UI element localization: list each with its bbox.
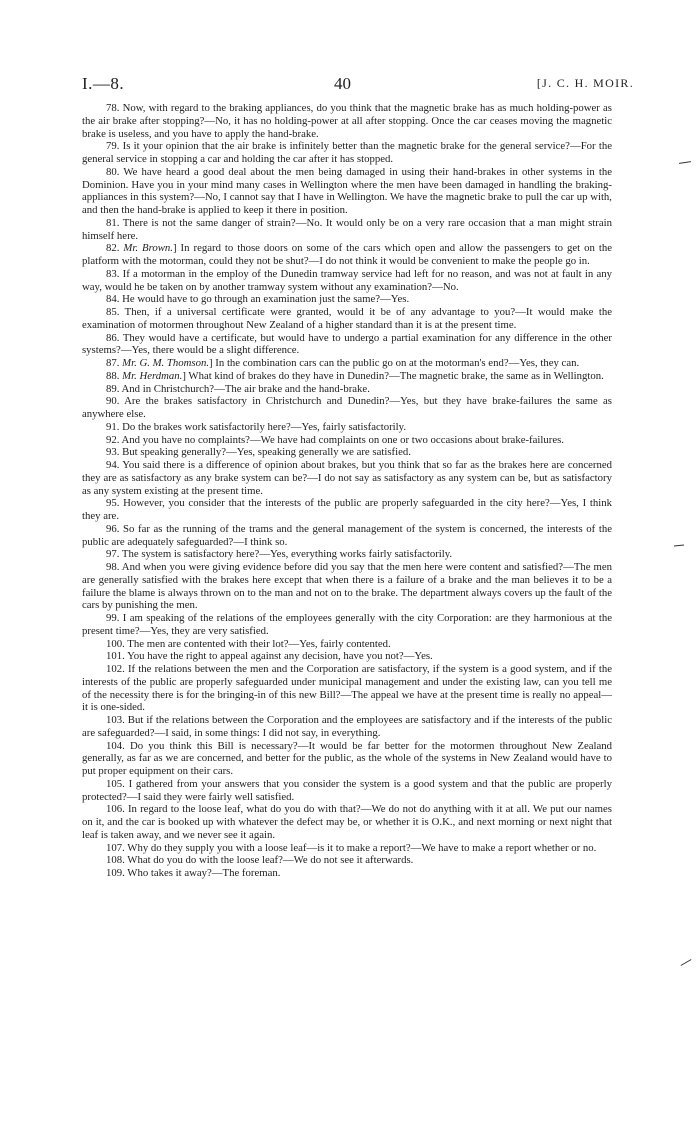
question-85: 85. Then, if a universal certificate were granted, would it be of any advantage to you?—It would make the examination of motormen throughout New Zealand of a higher standard than it is at the present time. bbox=[82, 306, 612, 331]
question-86: 86. They would have a certificate, but would have to undergo a partial examination for any difference in the other systems?—Yes, there would be a slight difference. bbox=[82, 331, 612, 357]
question-98: 98. And when you were giving evidence before did you say that the men here were content and satisfied?—The men are generally satisfied with the brakes here except that when there is a failure of a brake and the man believes it to be a failure the blame is always thrown on to the man and not on to the brake. The department always covers up the fault of the cars by punishing the men. bbox=[82, 561, 612, 612]
page-number: 40 bbox=[334, 74, 351, 93]
question-91: 91. Do the brakes work satisfactorily here?—Yes, fairly satisfactorily. bbox=[106, 420, 407, 433]
question-92: 92. And you have no complaints?—We have had complaints on one or two occasions about brake-failures. bbox=[106, 433, 564, 446]
witness-name: [J. C. H. MOIR. bbox=[536, 76, 634, 90]
question-78: 78. Now, with regard to the braking appliances, do you think that the magnetic brake has as much holding-power as the air brake after stopping?—No, it has no holding-power at all after stopping. Once the car ceases moving the magnetic brake is useless, and you have to apply the hand-brake. bbox=[82, 102, 612, 140]
question-97: 97. The system is satisfactory here?—Yes, everything works fairly satisfactorily. bbox=[106, 548, 453, 561]
question-79: 79. Is it your opinion that the air brake is infinitely better than the magnetic brake for the general service?—For the general service in stopping a car and holding the car after it has stopped. bbox=[82, 140, 612, 165]
question-109: 109. Who takes it away?—The foreman. bbox=[106, 867, 281, 879]
question-88: 88. Mr. Herdman.] What kind of brakes do they have in Dunedin?—The magnetic brake, the same as in Wellington. bbox=[106, 369, 604, 382]
margin-mark bbox=[674, 544, 684, 546]
question-84: 84. He would have to go through an examination just the same?—Yes. bbox=[106, 293, 410, 306]
question-94: 94. You said there is a difference of opinion about brakes, but you think that so far as the brakes here are concerned they are as satisfactory as any brake system can be?—I do not say as satisfactory as any system can be, but as satisfactory as any system existing at the present time. bbox=[82, 459, 612, 497]
page-header bbox=[82, 74, 634, 94]
paper-reference: I.—8. bbox=[82, 74, 125, 93]
question-106: 106. In regard to the loose leaf, what do you do with that?—We do not do anything with it at all. We put our names on it, and the car is booked up with whatever the defect may be, or whether it is O.K., and next morning or next night that leaf is taken away, and we never see it again. bbox=[82, 803, 612, 841]
question-83: 83. If a motorman in the employ of the Dunedin tramway service had left for no reason, and was not at fault in any way, would he be taken on by another tramway system without any examination?—No. bbox=[82, 267, 612, 293]
question-101: 101. You have the right to appeal against any decision, have you not?—Yes. bbox=[106, 650, 433, 663]
question-95: 95. However, you consider that the interests of the public are properly safeguarded in the city here?—Yes, I think they are. bbox=[82, 497, 612, 522]
margin-mark bbox=[679, 161, 691, 164]
question-103: 103. But if the relations between the Corporation and the employees are satisfactory and if the interests of the public are safeguarded?—I said, in some things: I did not say, in everything. bbox=[82, 714, 612, 739]
question-89: 89. And in Christchurch?—The air brake and the hand-brake. bbox=[106, 382, 370, 395]
speaker-name: Mr. G. M. Thomson. bbox=[122, 357, 210, 369]
question-93: 93. But speaking generally?—Yes, speaking generally we are satisfied. bbox=[106, 446, 411, 459]
question-100: 100. The men are contented with their lot?—Yes, fairly contented. bbox=[106, 637, 391, 650]
question-96: 96. So far as the running of the trams and the general management of the system is concerned, the interests of the public are adequately safeguarded?—I think so. bbox=[82, 522, 612, 548]
margin-mark bbox=[681, 959, 692, 966]
question-108: 108. What do you do with the loose leaf?—We do not see it afterwards. bbox=[106, 854, 414, 867]
question-102: 102. If the relations between the men and the Corporation are satisfactory, if the system is a good system, and if the interests of the public are properly safeguarded under municipal management and under the existing law, can you tell me of the necessity there is for the bringing-in of this new Bill?—The appeal we have at the present time is really no appeal—it is one-sided. bbox=[82, 663, 612, 714]
question-81: 81. There is not the same danger of strain?—No. It would only be on a very rare occasion that a man might strain himself here. bbox=[82, 216, 612, 242]
question-107: 107. Why do they supply you with a loose leaf—is it to make a report?—We have to make a report whether or no. bbox=[106, 841, 597, 854]
testimony-body bbox=[82, 102, 612, 880]
question-90: 90. Are the brakes satisfactory in Christchurch and Dunedin?—Yes, but they have brake-failures the same as anywhere else. bbox=[82, 395, 612, 420]
question-99: 99. I am speaking of the relations of the employees generally with the city Corporation: are they harmonious at the present time?—Yes, they are very satisfied. bbox=[82, 612, 612, 637]
speaker-name: Mr. Brown. bbox=[123, 242, 173, 255]
question-87: 87. Mr. G. M. Thomson.] In the combination cars can the public go on at the motorman's end?—Yes, they can. bbox=[106, 357, 580, 369]
question-104: 104. Do you think this Bill is necessary?—It would be far better for the motormen throughout New Zealand generally, as far as we are concerned, and better for the public, as the whole of the systems in New Zealand would have to put proper equipment on their cars. bbox=[82, 739, 612, 777]
question-80: 80. We have heard a good deal about the men being damaged in using their hand-brakes in other systems in the Dominion. Have you in your mind many cases in Wellington where the men have been damaged in handling the braking-appliances in this system?—No, I cannot say that I have in Wellington. We have the magnetic brake to pull the car up with, and then the hand-brake is applied to keep it there in position. bbox=[82, 165, 612, 216]
speaker-name: Mr. Herdman. bbox=[122, 369, 183, 382]
question-105: 105. I gathered from your answers that you consider the system is a good system and that the public are properly protected?—I said they were fairly well satisfied. bbox=[82, 777, 612, 803]
question-82: 82. Mr. Brown.] In regard to those doors on some of the cars which open and allow the passengers to get on the platform with the motorman, could they not be shut?—I do not think it would be convenient to make the people go in. bbox=[82, 242, 613, 267]
